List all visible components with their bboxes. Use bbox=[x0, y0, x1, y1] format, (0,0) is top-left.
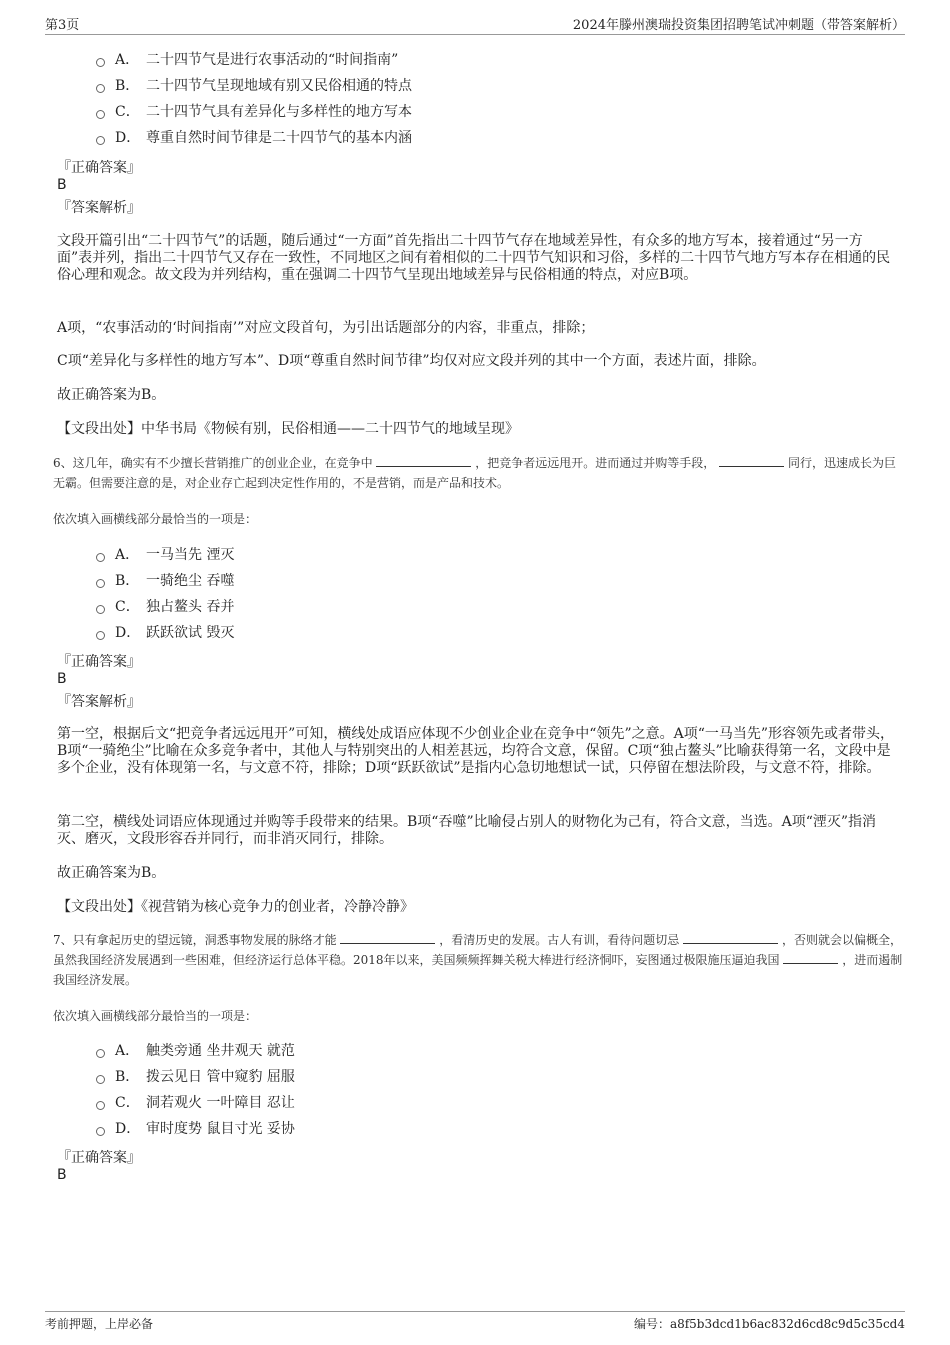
q7-option-c[interactable]: C． 洞若观火 一叶障目 忍让 bbox=[96, 1091, 295, 1113]
option-text: 尊重自然时间节律是二十四节气的基本内涵 bbox=[146, 130, 412, 146]
answer-value: B bbox=[57, 1167, 67, 1183]
analysis-paragraph: C项“差异化与多样性的地方写本”、D项“尊重自然时间节律”均仅对应文段并列的其中一个方面，表述片面，排除。 bbox=[57, 353, 766, 369]
option-text: 触类旁通 坐井观天 就范 bbox=[146, 1043, 295, 1059]
option-text: 拨云见日 管中窥豹 屈服 bbox=[146, 1069, 295, 1085]
radio-icon[interactable] bbox=[96, 1101, 105, 1110]
question-prompt: 依次填入画横线部分最恰当的一项是： bbox=[53, 1009, 258, 1023]
option-text: 审时度势 鼠目寸光 妥协 bbox=[146, 1121, 295, 1137]
q7-option-a[interactable]: A． 触类旁通 坐井观天 就范 bbox=[96, 1039, 295, 1061]
answer-value: B bbox=[57, 671, 67, 687]
analysis-label: 『答案解析』 bbox=[57, 200, 141, 216]
q6-option-b[interactable]: B． 一骑绝尘 吞噬 bbox=[96, 569, 234, 591]
q6-option-d[interactable]: D． 跃跃欲试 毁灭 bbox=[96, 621, 234, 643]
option-text: 洞若观火 一叶障目 忍让 bbox=[146, 1095, 295, 1111]
fill-blank bbox=[683, 931, 778, 944]
q5-option-c[interactable]: C． 二十四节气具有差异化与多样性的地方写本 bbox=[96, 100, 412, 122]
question-prompt: 依次填入画横线部分最恰当的一项是： bbox=[53, 512, 258, 526]
option-text: 一马当先 湮灭 bbox=[146, 547, 235, 563]
analysis-paragraph: 故正确答案为B。 bbox=[57, 387, 166, 403]
analysis-paragraph: 文段开篇引出“二十四节气”的话题，随后通过“一方面”首先指出二十四节气存在地域差异性，有众多的地方写本，接着通过“另一方面”表并列，指出二十四节气又存在一致性，不同地区之间有着相似的二十四节气知识和习俗，多样的二十四节气地方写本存在相通的民俗心理和观念。故文段为并列结构，重在强调二十四节气呈现出地域差异与民俗相通的特点，对应B项。 bbox=[57, 233, 891, 283]
radio-icon[interactable] bbox=[96, 631, 105, 640]
footer-slogan: 考前押题，上岸必备 bbox=[45, 1317, 154, 1331]
fill-blank bbox=[719, 454, 784, 467]
page-footer bbox=[45, 1311, 905, 1333]
radio-icon[interactable] bbox=[96, 605, 105, 614]
radio-icon[interactable] bbox=[96, 58, 105, 67]
fill-blank bbox=[376, 454, 471, 467]
q5-option-a[interactable]: A． 二十四节气是进行农事活动的“时间指南” bbox=[96, 48, 398, 70]
radio-icon[interactable] bbox=[96, 553, 105, 562]
question-stem: 6、这几年，确实有不少擅长营销推广的创业企业，在竞争中 ，把竞争者远远甩开。进而通过并购等手段， 同行，迅速成长为巨无霸。但需要注意的是，对企业存亡起到决定性作用的，不是营销，而是产品和技术。 bbox=[53, 456, 896, 490]
document-code: 编号：a8f5b3dcd1b6ac832d6cd8c9d5c35cd4 bbox=[633, 1317, 905, 1331]
radio-icon[interactable] bbox=[96, 1075, 105, 1084]
radio-icon[interactable] bbox=[96, 136, 105, 145]
answer-value: B bbox=[57, 177, 67, 193]
option-text: 一骑绝尘 吞噬 bbox=[146, 573, 235, 589]
q5-option-b[interactable]: B． 二十四节气呈现地域有别又民俗相通的特点 bbox=[96, 74, 412, 96]
analysis-paragraph: 第二空，横线处词语应体现通过并购等手段带来的结果。B项“吞噬”比喻侵占别人的财物化为己有，符合文意，当选。A项“湮灭”指消灭、磨灭，文段形容吞并同行，而非消灭同行，排除。 bbox=[57, 814, 877, 847]
fill-blank bbox=[340, 931, 435, 944]
source-citation: 【文段出处】中华书局《物候有别，民俗相通——二十四节气的地域呈现》 bbox=[57, 421, 519, 437]
analysis-paragraph: 故正确答案为B。 bbox=[57, 865, 166, 881]
answer-label: 『正确答案』 bbox=[57, 1150, 141, 1166]
document-title: 2024年滕州澳瑞投资集团招聘笔试冲刺题（带答案解析） bbox=[572, 18, 905, 33]
option-text: 二十四节气具有差异化与多样性的地方写本 bbox=[146, 104, 412, 120]
q7-option-d[interactable]: D． 审时度势 鼠目寸光 妥协 bbox=[96, 1117, 295, 1139]
option-text: 跃跃欲试 毁灭 bbox=[146, 625, 235, 641]
radio-icon[interactable] bbox=[96, 1049, 105, 1058]
page-number: 第3页 bbox=[45, 18, 80, 33]
q7-option-b[interactable]: B． 拨云见日 管中窥豹 屈服 bbox=[96, 1065, 295, 1087]
option-text: 二十四节气是进行农事活动的“时间指南” bbox=[146, 52, 399, 68]
answer-label: 『正确答案』 bbox=[57, 654, 141, 670]
q6-option-c[interactable]: C． 独占鳌头 吞并 bbox=[96, 595, 234, 617]
radio-icon[interactable] bbox=[96, 1127, 105, 1136]
radio-icon[interactable] bbox=[96, 84, 105, 93]
question-stem: 7、只有拿起历史的望远镜，洞悉事物发展的脉络才能 ，看清历史的发展。古人有训，看待问题切忌 ，否则就会以偏概全，虽然我国经济发展遇到一些困难，但经济运行总体平稳。2018年以来，美国频频挥舞关税大棒进行经济恫吓，妄图通过极限施压逼迫我国 ，进而遏制我国经济发展。 bbox=[53, 933, 903, 987]
page-header bbox=[45, 14, 905, 35]
analysis-paragraph: A项，“农事活动的‘时间指南’”对应文段首句，为引出话题部分的内容，非重点，排除； bbox=[57, 320, 595, 336]
option-text: 二十四节气呈现地域有别又民俗相通的特点 bbox=[146, 78, 412, 94]
answer-label: 『正确答案』 bbox=[57, 160, 141, 176]
q5-option-d[interactable]: D． 尊重自然时间节律是二十四节气的基本内涵 bbox=[96, 126, 412, 148]
option-text: 独占鳌头 吞并 bbox=[146, 599, 235, 615]
q6-option-a[interactable]: A． 一马当先 湮灭 bbox=[96, 543, 234, 565]
fill-blank bbox=[783, 951, 838, 964]
source-citation: 【文段出处】《视营销为核心竞争力的创业者，冷静冷静》 bbox=[57, 899, 414, 915]
radio-icon[interactable] bbox=[96, 579, 105, 588]
analysis-label: 『答案解析』 bbox=[57, 694, 141, 710]
radio-icon[interactable] bbox=[96, 110, 105, 119]
analysis-paragraph: 第一空，根据后文“把竞争者远远甩开”可知，横线处成语应体现不少创业企业在竞争中“领先”之意。A项“一马当先”形容领先或者带头，B项“一骑绝尘”比喻在众多竞争者中，其他人与特别突出的人相差甚远，均符合文意，保留。C项“独占鳌头”比喻获得第一名，文段中是多个企业，没有体现第一名，与文意不符，排除；D项“跃跃欲试”是指内心急切地想试一试，只停留在想法阶段，与文意不符，排除。 bbox=[57, 726, 895, 776]
